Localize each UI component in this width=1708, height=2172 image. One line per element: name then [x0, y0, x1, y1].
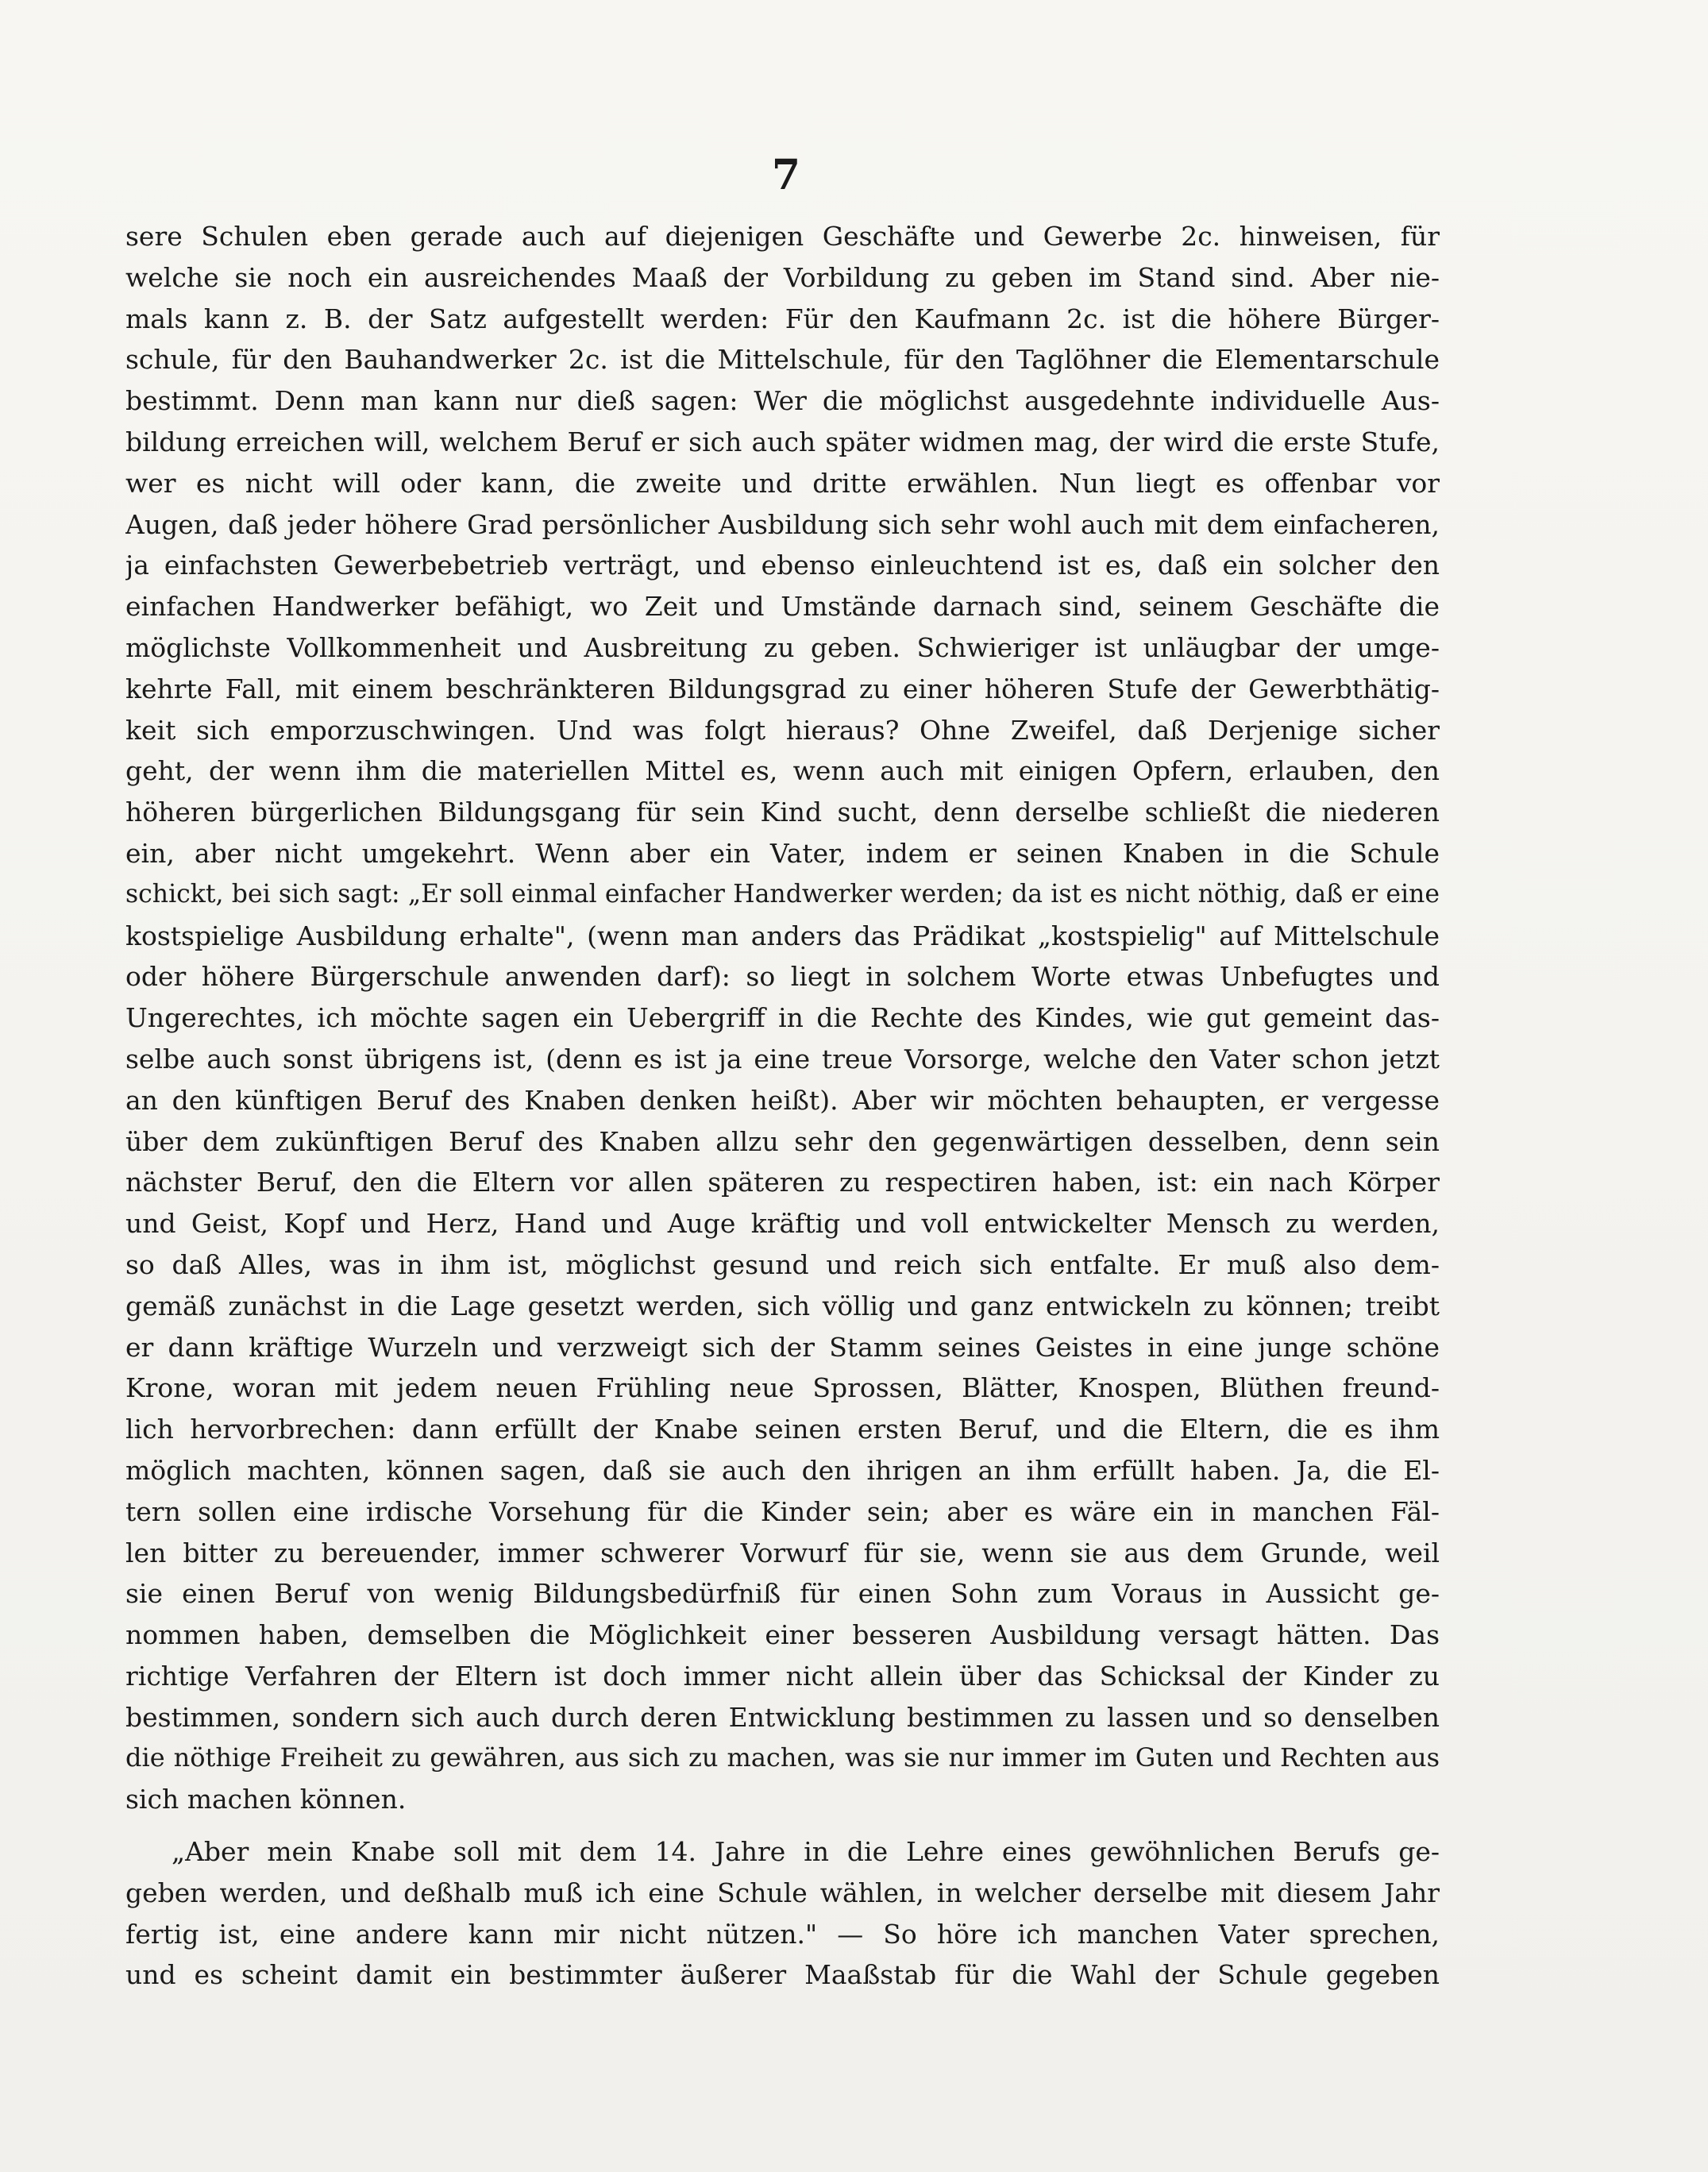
text-line: gemäß zunächst in die Lage gesetzt werden, sich völlig und ganz entwickeln zu können; treibt [125, 1290, 1440, 1321]
paragraph [125, 1831, 1440, 1996]
text-line: die nöthige Freiheit zu gewähren, aus sich zu machen, was sie nur immer im Guten und Rechten aus [125, 1742, 1440, 1773]
text-line: und Geist, Kopf und Herz, Hand und Auge kräftig und voll entwickelter Mensch zu werden, [125, 1208, 1440, 1240]
text-line: einfachen Handwerker befähigt, wo Zeit und Umstände darnach sind, seinem Geschäfte die [125, 591, 1440, 623]
text-line: mals kann z. B. der Satz aufgestellt werden: Für den Kaufmann 2c. ist die höhere Bürger- [125, 303, 1440, 334]
text-line: kostspielige Ausbildung erhalte", (wenn man anders das Prädikat „kostspielig" auf Mittelschule [125, 920, 1440, 951]
text-line: sich machen können. [125, 1784, 407, 1815]
text-line: keit sich emporzuschwingen. Und was folgt hieraus? Ohne Zweifel, daß Derjenige sicher [125, 714, 1440, 746]
body-text [125, 216, 1440, 1996]
text-line: sere Schulen eben gerade auch auf diejenigen Geschäfte und Gewerbe 2c. hinweisen, für [125, 221, 1440, 252]
text-line: bestimmt. Denn man kann nur dieß sagen: Wer die möglichst ausgedehnte individuelle Aus- [125, 385, 1440, 417]
text-line: Augen, daß jeder höhere Grad persönlicher Ausbildung sich sehr wohl auch mit dem einfacheren, [125, 508, 1440, 540]
text-line: nächster Beruf, den die Eltern vor allen späteren zu respectiren haben, ist: ein nach Körper [125, 1167, 1440, 1198]
text-line: sie einen Beruf von wenig Bildungsbedürfniß für einen Sohn zum Voraus in Aussicht ge- [125, 1578, 1440, 1610]
paragraph-gap [125, 1820, 1440, 1831]
text-line: tern sollen eine irdische Vorsehung für die Kinder sein; aber es wäre ein in manchen Fäl- [125, 1495, 1440, 1527]
text-line: schickt, bei sich sagt: „Er soll einmal einfacher Handwerker werden; da ist es nicht nöthig, daß er eine [125, 879, 1440, 909]
text-line: Ungerechtes, ich möchte sagen ein Uebergriff in die Rechte des Kindes, wie gut gemeint das- [125, 1002, 1440, 1034]
paragraph [125, 216, 1440, 1820]
text-line: höheren bürgerlichen Bildungsgang für sein Kind sucht, denn derselbe schließt die niederen [125, 797, 1440, 828]
page-number: 7 [771, 151, 801, 199]
text-line: ja einfachsten Gewerbebetrieb verträgt, und ebenso einleuchtend ist es, daß ein solcher den [125, 550, 1440, 581]
text-line: bestimmen, sondern sich auch durch deren Entwicklung bestimmen zu lassen und so denselben [125, 1701, 1440, 1733]
text-line: geben werden, und deßhalb muß ich eine Schule wählen, in welcher derselbe mit diesem Jahr [125, 1877, 1440, 1908]
text-line: geht, der wenn ihm die materiellen Mittel es, wenn auch mit einigen Opfern, erlauben, den [125, 755, 1440, 787]
text-line: wer es nicht will oder kann, die zweite und dritte erwählen. Nun liegt es offenbar vor [125, 467, 1440, 499]
text-line: schule, für den Bauhandwerker 2c. ist die Mittelschule, für den Taglöhner die Elementarschule [125, 344, 1440, 376]
text-line: lich hervorbrechen: dann erfüllt der Knabe seinen ersten Beruf, und die Eltern, die es ihm [125, 1414, 1440, 1445]
text-line: an den künftigen Beruf des Knaben denken heißt). Aber wir möchten behaupten, er vergesse [125, 1084, 1440, 1116]
text-line: er dann kräftige Wurzeln und verzweigt sich der Stamm seines Geistes in eine junge schöne [125, 1331, 1440, 1363]
text-line: nommen haben, demselben die Möglichkeit einer besseren Ausbildung versagt hätten. Das [125, 1619, 1440, 1651]
text-line: kehrte Fall, mit einem beschränkteren Bildungsgrad zu einer höheren Stufe der Gewerbthätig- [125, 673, 1440, 704]
text-line: „Aber mein Knabe soll mit dem 14. Jahre in die Lehre eines gewöhnlichen Berufs ge- [172, 1836, 1440, 1868]
text-line: oder höhere Bürgerschule anwenden darf): so liegt in solchem Worte etwas Unbefugtes und [125, 961, 1440, 993]
text-line: und es scheint damit ein bestimmter äußerer Maaßstab für die Wahl der Schule gegeben [125, 1959, 1440, 1991]
text-line: ein, aber nicht umgekehrt. Wenn aber ein Vater, indem er seinen Knaben in die Schule [125, 837, 1440, 869]
text-line: so daß Alles, was in ihm ist, möglichst gesund und reich sich entfalte. Er muß also dem- [125, 1248, 1440, 1280]
text-line: welche sie noch ein ausreichendes Maaß der Vorbildung zu geben im Stand sind. Aber nie- [125, 261, 1440, 293]
text-line: bildung erreichen will, welchem Beruf er sich auch später widmen mag, der wird die erste Stufe, [125, 426, 1440, 457]
text-line: Krone, woran mit jedem neuen Frühling neue Sprossen, Blätter, Knospen, Blüthen freund- [125, 1372, 1440, 1404]
text-line: fertig ist, eine andere kann mir nicht nützen." — So höre ich manchen Vater sprechen, [125, 1918, 1440, 1950]
text-line: selbe auch sonst übrigens ist, (denn es ist ja eine treue Vorsorge, welche den Vater schon jetzt [125, 1043, 1440, 1074]
text-line: richtige Verfahren der Eltern ist doch immer nicht allein über das Schicksal der Kinder zu [125, 1660, 1440, 1692]
text-line: möglich machten, können sagen, daß sie auch den ihrigen an ihm erfüllt haben. Ja, die El- [125, 1454, 1440, 1486]
text-line: über dem zukünftigen Beruf des Knaben allzu sehr den gegenwärtigen desselben, denn sein [125, 1125, 1440, 1157]
text-line: len bitter zu bereuender, immer schwerer Vorwurf für sie, wenn sie aus dem Grunde, weil [125, 1537, 1440, 1568]
text-line: möglichste Vollkommenheit und Ausbreitung zu geben. Schwieriger ist unläugbar der umge- [125, 631, 1440, 663]
